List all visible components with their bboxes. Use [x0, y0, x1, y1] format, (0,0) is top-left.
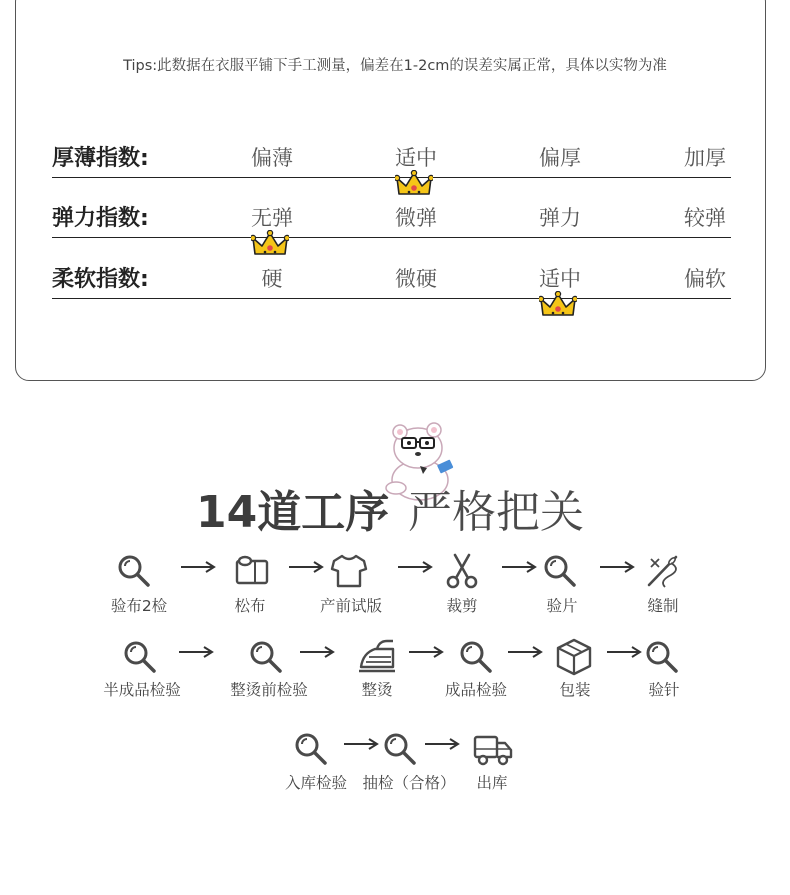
magnifier-icon: [120, 637, 160, 677]
crown-marker-icon: [539, 291, 577, 321]
index-option: 偏软: [684, 267, 726, 291]
index-option: 微弹: [395, 206, 437, 230]
arrow-right-icon: [599, 559, 635, 573]
arrow-right-icon: [178, 644, 214, 658]
process-step-label: 缝制: [647, 597, 679, 615]
process-step-label: 整烫前检验: [230, 681, 308, 699]
index-scale-line: [52, 298, 731, 299]
process-title-bold: 14道工序: [196, 487, 390, 538]
arrow-right-icon: [343, 736, 379, 750]
process-step-label: 出库: [476, 774, 508, 792]
process-step-label: 整烫: [361, 681, 393, 699]
magnifier-icon: [456, 637, 496, 677]
process-step-label: 产前试版: [319, 597, 382, 615]
index-label: 弹力指数:: [52, 206, 149, 231]
magnifier-icon: [380, 729, 420, 769]
crown-marker-icon: [395, 170, 433, 200]
index-option: 加厚: [684, 146, 726, 170]
arrow-right-icon: [180, 559, 216, 573]
box-icon: [554, 637, 594, 677]
process-step-label: 半成品检验: [103, 681, 181, 699]
index-option: 适中: [395, 146, 437, 170]
magnifier-icon: [642, 637, 682, 677]
tips-text: Tips:此数据在衣服平铺下手工测量，偏差在1-2cm的误差实属正常，具体以实物为准: [123, 58, 667, 74]
arrow-right-icon: [424, 736, 460, 750]
process-step-label: 验布2检: [110, 597, 168, 615]
index-option: 弹力: [539, 206, 581, 230]
process-step-label: 入库检验: [284, 774, 347, 792]
truck-icon: [473, 729, 513, 769]
arrow-right-icon: [397, 559, 433, 573]
iron-icon: [357, 637, 397, 677]
process-step-label: 松布: [234, 597, 266, 615]
needle-thread-icon: [643, 551, 683, 591]
fabric-roll-icon: [233, 551, 273, 591]
arrow-right-icon: [606, 644, 642, 658]
process-step-label: 抽检（合格）: [362, 774, 456, 792]
index-option: 偏薄: [251, 146, 293, 170]
index-option: 微硬: [395, 267, 437, 291]
arrow-right-icon: [501, 559, 537, 573]
process-step-label: 验片: [546, 597, 578, 615]
index-label: 柔软指数:: [52, 267, 149, 292]
process-title-light: 严格把关: [408, 487, 584, 538]
arrow-right-icon: [288, 559, 324, 573]
process-step-label: 成品检验: [444, 681, 507, 699]
index-label: 厚薄指数:: [52, 146, 149, 171]
crown-marker-icon: [251, 230, 289, 260]
magnifier-icon: [540, 551, 580, 591]
index-scale-line: [52, 237, 731, 238]
magnifier-icon: [291, 729, 331, 769]
process-step-label: 裁剪: [446, 597, 478, 615]
index-option: 无弹: [251, 206, 293, 230]
arrow-right-icon: [408, 644, 444, 658]
process-step-label: 验针: [648, 681, 680, 699]
magnifier-icon: [114, 551, 154, 591]
magnifier-icon: [246, 637, 286, 677]
process-step-label: 包装: [559, 681, 591, 699]
index-scale-line: [52, 177, 731, 178]
index-option: 硬: [261, 267, 283, 291]
index-option: 适中: [539, 267, 581, 291]
index-option: 较弹: [684, 206, 726, 230]
index-option: 偏厚: [539, 146, 581, 170]
arrow-right-icon: [299, 644, 335, 658]
scissors-icon: [442, 551, 482, 591]
arrow-right-icon: [507, 644, 543, 658]
tshirt-icon: [329, 551, 369, 591]
